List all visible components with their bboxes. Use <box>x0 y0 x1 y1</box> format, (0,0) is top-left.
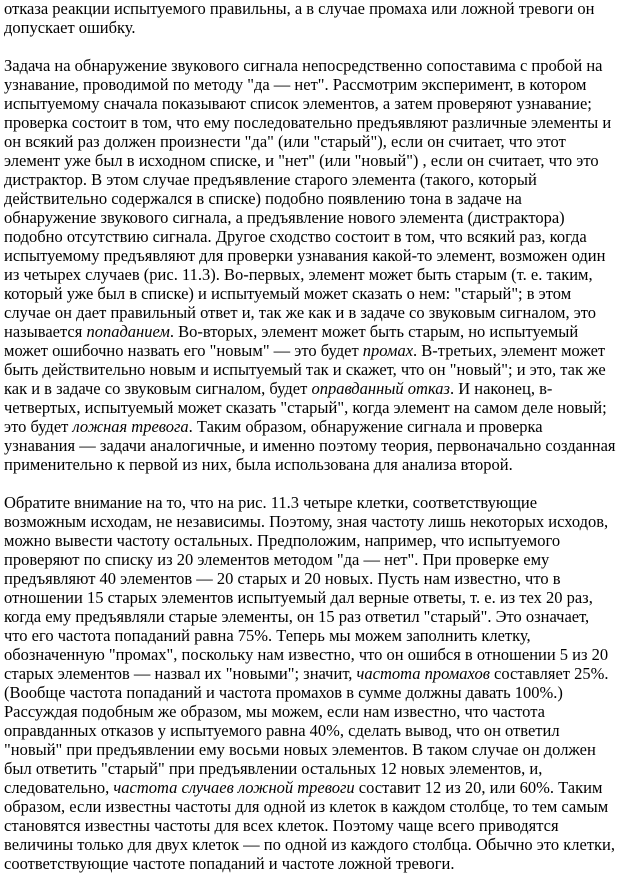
italic-term: попаданием <box>86 322 170 341</box>
text-run: . Таким образом, обнаружение сигнала и проверка узнавания — задачи аналогичные, и именно поэтому теория, первоначально созданная применительно к первой из них, была использована для анализа второй. <box>4 417 616 474</box>
text-run: . Во-вторых, элемент может быть старым, но испытуемый может ошибочно назвать его "новым" — это будет <box>4 322 579 360</box>
italic-term: ложная тревога <box>72 417 189 436</box>
text-run: составляет 25%. (Вообще частота попаданий и частота промахов в сумме должны давать 100%.) Рассуждая подобным же образом, мы можем, если нам известно, что частота оправданных отказов у испытуемого равна 40%, сделать вывод, что он ответил "новый" при предъявлении ему восьми новых элементов. В таком случае он должен был ответить "старый" при предъявлении остальных 12 новых элементов, и, следовательно, <box>4 664 609 797</box>
paragraph-3 <box>4 493 616 873</box>
text-run: Обратите внимание на то, что на рис. 11.3 четыре клетки, соответствующие возможным исходам, не независимы. Поэтому, зная частоту лишь некоторых исходов, можно вывести частоту остальных. Предположим, например, что испытуемого проверяют по списку из 20 элементов методом "да — нет". При проверке ему предъявляют 40 элементов — 20 старых и 20 новых. Пусть нам известно, что в отношении 15 старых элементов испытуемый дал верные ответы, т. е. из тех 20 раз, когда ему предъявляли старые элементы, он 15 раз ответил "старый". Это означает, что его частота попаданий равна 75%. Теперь мы можем заполнить клетку, обозначенную "промах", поскольку нам известно, что он ошибся в отношении 5 из 20 старых элементов — назвал их "новыми"; значит, <box>4 493 609 683</box>
text-run: составит 12 из 20, или 60%. Таким образом, если известны частоты для одной из клеток в каждом столбце, то тем самым становятся известны частоты для всех клеток. Поэтому чаще всего приводятся величины только для двух клеток — по одной из каждого столбца. Обычно это клетки, соответствующие частоте попаданий и частоте ложной тревоги. <box>4 778 615 873</box>
italic-term: оправданный отказ <box>311 379 450 398</box>
italic-term: частота случаев ложной тревоги <box>113 778 355 797</box>
paragraph-2 <box>4 56 616 474</box>
text-run: . И наконец, в-четвертых, испытуемый может сказать "старый", когда элемент на самом деле новый; это будет <box>4 379 607 436</box>
text-run: Задача на обнаружение звукового сигнала непосредственно сопоставима с пробой на узнавание, проводимой по методу "да — нет". Рассмотрим эксперимент, в котором испытуемому сначала показывают список элементов, а затем проверяют узнавание; проверка состоит в том, что ему последовательно предъявляют различные элементы и он всякий раз должен произнести "да" (или "старый"), если он считает, что этот элемент уже был в исходном списке, и "нет" (или "новый") , если он считает, что это дистрактор. В этом случае предъявление старого элемента (такого, который действительно содержался в списке) подобно появлению тона в задаче на обнаружение звукового сигнала, а предъявление нового элемента (дистрактора) подобно отсутствию сигнала. Другое сходство состоит в том, что всякий раз, когда испытуемому предъявляют для проверки узнавания какой-то элемент, возможен один из четырех случаев (рис. 11.3). Во-первых, элемент может быть старым (т. е. таким, который уже был в списке) и испытуемый может сказать о нем: "старый"; в этом случае он дает правильный ответ и, так же как и в задаче со звуковым сигналом, это называется <box>4 56 612 341</box>
text-run: . В-третьих, элемент может быть действительно новым и испытуемый так и скажет, что он "новый"; и это, так же как и в задаче со звуковым сигналом, будет <box>4 341 606 398</box>
italic-term: частота промахов <box>356 664 490 683</box>
paragraph-1 <box>4 0 616 37</box>
text-run: отказа реакции испытуемого правильны, а в случае промаха или ложной тревоги он допускает ошибку. <box>4 0 595 37</box>
italic-term: промах <box>362 341 414 360</box>
